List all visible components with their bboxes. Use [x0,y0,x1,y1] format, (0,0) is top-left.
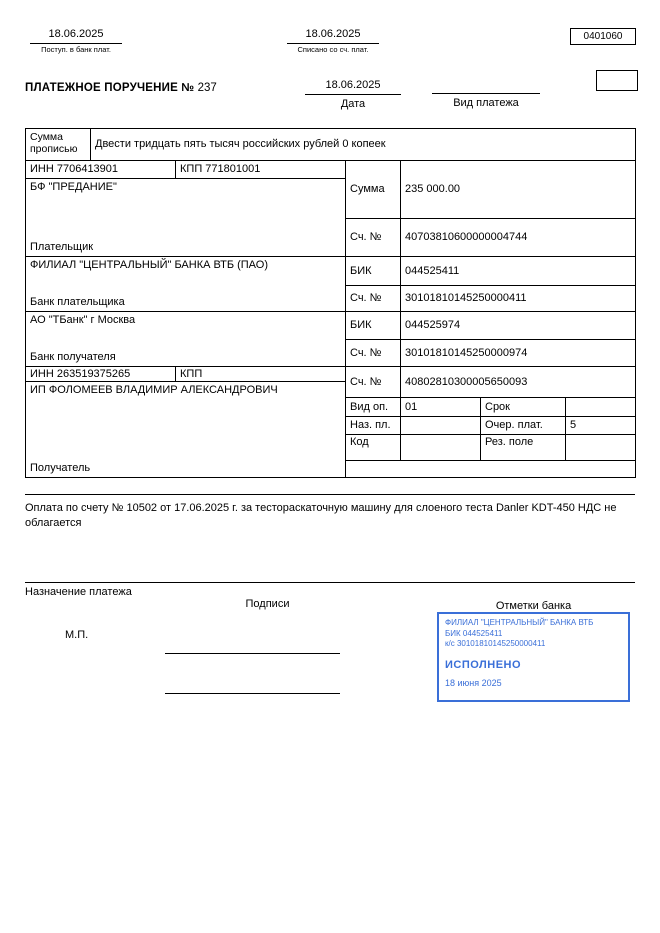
received-date: 18.06.2025 [30,28,122,44]
payee-bank-bik-cell: 044525974 [401,312,636,340]
payer-bank-bik-cell: 044525411 [401,257,636,286]
payee-bank-account-cell: 30101810145250000974 [401,340,636,367]
payer-bank-bik-label-cell: БИК [346,257,401,286]
amount-words-value-cell: Двести тридцать пять тысяч российских рублей 0 копеек [91,129,636,161]
payment-type-block [432,79,540,110]
bank-stamp [437,612,630,702]
payee-bank-name: АО "ТБанк" г Москва [30,314,136,326]
payee-bank-bik-label-cell: БИК [346,312,401,340]
debited-date: 18.06.2025 [287,28,379,44]
purpose-code-label-cell: Наз. пл. [346,417,401,435]
payer-bank-name: ФИЛИАЛ "ЦЕНТРАЛЬНЫЙ" БАНКА ВТБ (ПАО) [30,259,268,271]
bank-marks-label: Отметки банка [495,600,572,612]
term-label-cell: Срок [481,398,566,417]
received-date-block [30,28,122,54]
amount-label-cell: Сумма [346,161,401,219]
purpose-text: Оплата по счету № 10502 от 17.06.2025 г. за тестораскаточную машину для слоеного теста Danler KDT-450 НДС не облагается [25,502,617,529]
payee-section-label: Получатель [30,462,91,474]
payee-bank-section-label: Банк получателя [30,351,116,363]
debited-date-block [287,28,379,54]
code-value-cell [401,435,481,461]
payer-cell [26,179,346,257]
payee-kpp-cell: КПП [176,367,346,382]
priority-value-cell: 5 [566,417,636,435]
payer-bank-account-cell: 30101810145250000411 [401,286,636,312]
payment-table [25,128,636,478]
doc-date-block [305,79,401,111]
doc-date-label: Дата [340,98,366,110]
op-kind-value-cell: 01 [401,398,481,417]
payer-section-label: Плательщик [30,241,94,253]
payer-bank-cell [26,257,346,312]
payer-name: БФ "ПРЕДАНИЕ" [30,181,117,193]
op-kind-label-cell: Вид оп. [346,398,401,417]
form-code-box [570,28,636,45]
code-label-cell: Код [346,435,401,461]
signatures-label: Подписи [245,598,290,610]
purpose-label: Назначение платежа [25,586,132,598]
purpose-bottom-line [25,582,635,583]
form-code: 0401060 [583,31,623,42]
payee-account-cell: 40802810300005650093 [401,367,636,398]
debited-date-label: Списано со сч. плат. [297,45,369,54]
received-date-label: Поступ. в банк плат. [41,45,111,54]
payee-cell [26,382,346,478]
payee-account-label-cell: Сч. № [346,367,401,398]
bottom-right-empty-cell [346,461,636,478]
purpose-code-value-cell [401,417,481,435]
signature-line-2 [165,693,340,694]
stamp-corr-account: к/с 30101810145250000411 [445,639,546,648]
purpose-top-line [25,494,635,495]
payer-kpp-cell: КПП 771801001 [176,161,346,179]
reserve-value-cell [566,435,636,461]
payee-bank-account-label-cell: Сч. № [346,340,401,367]
stamp-status: ИСПОЛНЕНО [445,658,522,671]
doc-number: 237 [197,82,217,94]
payer-account-cell: 40703810600000004744 [401,219,636,257]
corner-box [596,70,638,91]
term-value-cell [566,398,636,417]
amount-words-label-cell: Сумма прописью [26,129,91,161]
payer-account-label-cell: Сч. № [346,219,401,257]
payment-type-label: Вид платежа [453,97,519,109]
payee-inn-cell: ИНН 263519375265 [26,367,176,382]
payee-bank-cell [26,312,346,367]
doc-title: ПЛАТЕЖНОЕ ПОРУЧЕНИЕ № [25,82,195,94]
doc-date: 18.06.2025 [305,79,401,95]
signature-line-1 [165,653,340,654]
seal-label: М.П. [65,629,89,641]
stamp-bank-name: ФИЛИАЛ "ЦЕНТРАЛЬНЫЙ" БАНКА ВТБ [445,618,594,627]
payee-name: ИП ФОЛОМЕЕВ ВЛАДИМИР АЛЕКСАНДРОВИЧ [30,384,278,396]
stamp-date: 18 июня 2025 [445,677,502,688]
priority-label-cell: Очер. плат. [481,417,566,435]
reserve-label-cell: Рез. поле [481,435,566,461]
stamp-bik: БИК 044525411 [445,628,503,638]
payment-type-line [432,79,540,94]
payer-bank-account-label-cell: Сч. № [346,286,401,312]
payer-bank-section-label: Банк плательщика [30,296,125,308]
doc-title-block [25,81,217,95]
payer-inn-cell: ИНН 7706413901 [26,161,176,179]
amount-value-cell: 235 000.00 [401,161,636,219]
